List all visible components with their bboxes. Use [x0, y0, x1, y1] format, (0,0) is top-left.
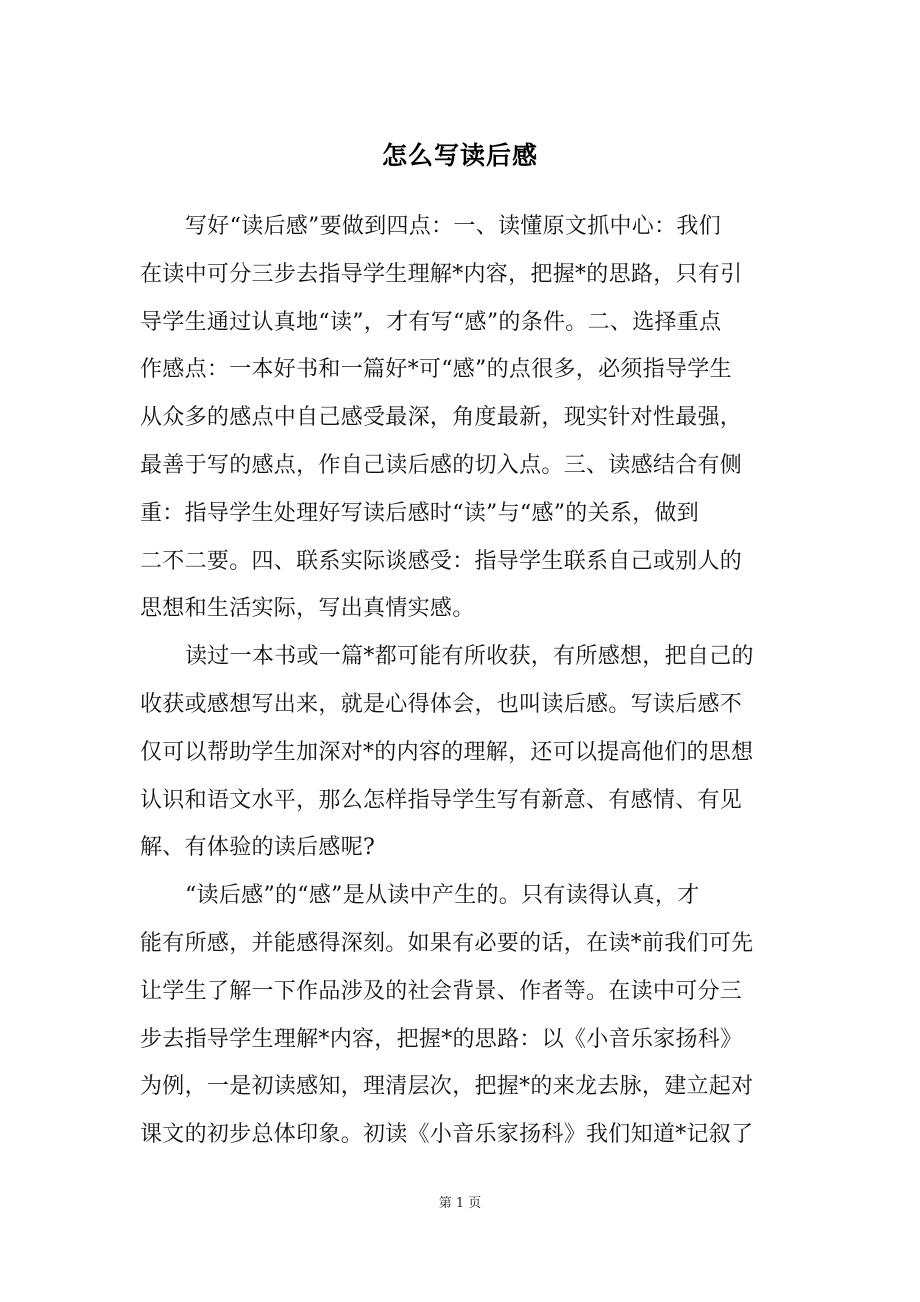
paragraph-1-line: 重：指导学生处理好写读后感时“读”与“感”的关系，做到	[140, 500, 700, 526]
paragraph-1-line: 在读中可分三步去指导学生理解*内容，把握*的思路，只有引	[140, 261, 743, 287]
paragraph-1-line: 思想和生活实际，写出真情实感。	[140, 596, 475, 622]
paragraph-1-line: 作感点：一本好书和一篇好*可“感”的点很多，必须指导学生	[140, 357, 732, 383]
paragraph-2-line: 读过一本书或一篇*都可能有所收获，有所感想，把自己的	[185, 644, 754, 670]
paragraph-3-line: 为例，一是初读感知，理清层次，把握*的来龙去脉，建立起对	[140, 1074, 754, 1100]
page-number-footer: 第 1 页	[438, 1196, 482, 1211]
paragraph-3-line: 能有所感，并能感得深刻。如果有必要的话，在读*前我们可先	[140, 930, 754, 956]
paragraph-2-line: 收获或感想写出来，就是心得体会，也叫读后感。写读后感不	[140, 691, 743, 717]
paragraph-3-line: 步去指导学生理解*内容，把握*的思路：以《小音乐家扬科》	[140, 1026, 743, 1052]
paragraph-3-line: 让学生了解一下作品涉及的社会背景、作者等。在读中可分三	[140, 978, 743, 1004]
paragraph-3-line: 课文的初步总体印象。初读《小音乐家扬科》我们知道*记叙了	[140, 1122, 754, 1148]
paragraph-2-line: 仅可以帮助学生加深对*的内容的理解，还可以提高他们的思想	[140, 739, 754, 765]
document-title: 怎么写读后感	[381, 141, 538, 170]
paragraph-2-line: 解、有体验的读后感呢?	[140, 835, 376, 861]
document-body	[140, 203, 780, 1159]
paragraph-1-line: 最善于写的感点，作自己读后感的切入点。三、读感结合有侧	[140, 452, 743, 478]
paragraph-1-line: 写好“读后感”要做到四点：一、读懂原文抓中心：我们	[185, 214, 721, 239]
paragraph-2-line: 认识和语文水平，那么怎样指导学生写有新意、有感情、有见	[140, 787, 743, 813]
paragraph-1-line: 二不二要。四、联系实际谈感受：指导学生联系自己或别人的	[140, 548, 743, 574]
paragraph-1-line: 从众多的感点中自己感受最深，角度最新，现实针对性最强，	[140, 405, 743, 431]
paragraph-1-line: 导学生通过认真地“读”，才有写“感”的条件。二、选择重点	[140, 309, 722, 335]
paragraph-3-line: “读后感”的“感”是从读中产生的。只有读得认真，才	[185, 883, 700, 909]
